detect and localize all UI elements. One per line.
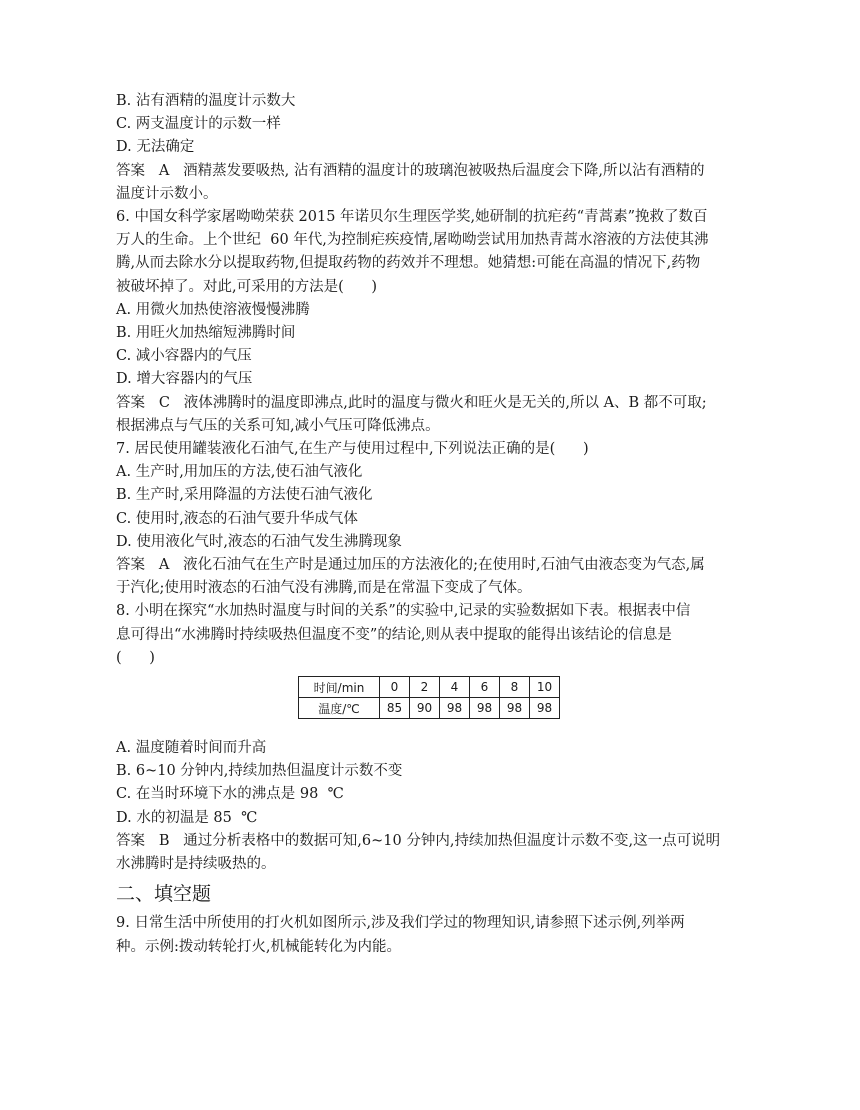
table-cell: 8 (500, 677, 530, 698)
q5-option-d: D. 无法确定 (116, 139, 195, 156)
q5-answer-line-2: 温度计示数小。 (116, 185, 218, 202)
q8-stem-line-2: 息可得出“水沸腾时持续吸热但温度不变”的结论,则从表中提取的能得出该结论的信息是 (116, 626, 672, 643)
q9-stem-line-2: 种。示例:拨动转轮打火,机械能转化为内能。 (116, 938, 401, 955)
q6-option-a: A. 用微火加热使溶液慢慢沸腾 (116, 301, 310, 318)
table-cell: 90 (410, 698, 440, 719)
q6-stem-line-4: 被破坏掉了。对此,可采用的方法是( ) (116, 278, 378, 295)
q8-stem-line-3: ( ) (116, 649, 155, 666)
table-cell: 98 (470, 698, 500, 719)
table-cell: 98 (500, 698, 530, 719)
q8-option-c: C. 在当时环境下水的沸点是 98 ℃ (116, 786, 344, 803)
table-row-temperature (299, 698, 560, 719)
q7-stem-line-1: 7. 居民使用罐装液化石油气,在生产与使用过程中,下列说法正确的是( ) (116, 441, 589, 458)
q8-data-table (298, 676, 560, 719)
table-row-time (299, 677, 560, 698)
table-cell: 98 (530, 698, 560, 719)
table-cell: 4 (440, 677, 470, 698)
table-cell: 98 (440, 698, 470, 719)
q8-option-a: A. 温度随着时间而升高 (116, 740, 267, 757)
q9-stem-line-1: 9. 日常生活中所使用的打火机如图所示,涉及我们学过的物理知识,请参照下述示例,列举两 (116, 915, 685, 932)
table-cell: 6 (470, 677, 500, 698)
q5-option-b: B. 沾有酒精的温度计示数大 (116, 93, 296, 109)
q6-option-c: C. 减小容器内的气压 (116, 348, 252, 365)
q6-option-b: B. 用旺火加热缩短沸腾时间 (116, 325, 296, 342)
table-header-time: 时间/min (299, 677, 380, 698)
q7-option-d: D. 使用液化气时,液态的石油气发生沸腾现象 (116, 533, 402, 550)
document-page (116, 90, 746, 959)
table-header-temperature: 温度/℃ (299, 698, 380, 719)
q6-stem-line-2: 万人的生命。上个世纪 60 年代,为控制疟疾疫情,屠呦呦尝试用加热青蒿水溶液的方法使其沸 (116, 232, 709, 249)
q5-option-c: C. 两支温度计的示数一样 (116, 116, 281, 133)
q8-stem-line-1: 8. 小明在探究“水加热时温度与时间的关系”的实验中,记录的实验数据如下表。根据表中信 (116, 603, 691, 620)
table-cell: 10 (530, 677, 560, 698)
q7-option-b: B. 生产时,采用降温的方法使石油气液化 (116, 487, 373, 504)
q8-answer-line-2: 水沸腾时是持续吸热的。 (116, 856, 276, 873)
q7-answer-line-2: 于汽化;使用时液态的石油气没有沸腾,而是在常温下变成了气体。 (116, 580, 532, 597)
q8-option-b: B. 6~10 分钟内,持续加热但温度计示数不变 (116, 763, 403, 780)
q7-option-a: A. 生产时,用加压的方法,使石油气液化 (116, 464, 363, 481)
q8-option-d: D. 水的初温是 85 ℃ (116, 809, 258, 826)
q8-answer-line-1: 答案 B 通过分析表格中的数据可知,6~10 分钟内,持续加热但温度计示数不变,这一点可说明 (116, 832, 721, 849)
table-cell: 85 (380, 698, 410, 719)
q7-option-c: C. 使用时,液态的石油气要升华成气体 (116, 510, 358, 527)
table-spacer (116, 719, 746, 737)
q6-stem-line-3: 腾,从而去除水分以提取药物,但提取药物的药效并不理想。她猜想:可能在高温的情况下,药物 (116, 255, 701, 272)
section-title-fill-in: 二、填空题 (116, 883, 212, 906)
table-cell: 0 (380, 677, 410, 698)
q7-answer-line-1: 答案 A 液化石油气在生产时是通过加压的方法液化的;在使用时,石油气由液态变为气态,属 (116, 557, 705, 574)
q6-option-d: D. 增大容器内的气压 (116, 371, 253, 388)
q5-answer-line-1: 答案 A 酒精蒸发要吸热, 沾有酒精的温度计的玻璃泡被吸热后温度会下降,所以沾有酒精的 (116, 162, 705, 179)
q6-answer-line-1: 答案 C 液体沸腾时的温度即沸点,此时的温度与微火和旺火是无关的,所以 A、B 都不可取; (116, 394, 707, 411)
q6-stem-line-1: 6. 中国女科学家屠呦呦荣获 2015 年诺贝尔生理医学奖,她研制的抗疟药“青蒿素”挽救了数百 (116, 209, 708, 226)
table-cell: 2 (410, 677, 440, 698)
q6-answer-line-2: 根据沸点与气压的关系可知,减小气压可降低沸点。 (116, 417, 440, 434)
